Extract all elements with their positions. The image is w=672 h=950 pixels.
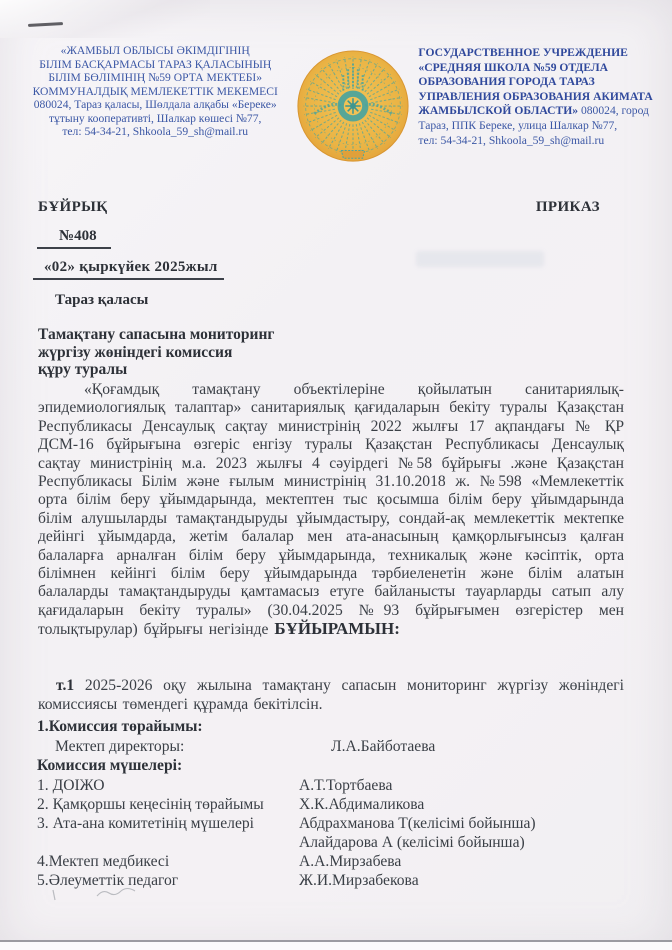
member-role: 1. ДОІЖО bbox=[37, 777, 105, 794]
commission-members-heading: Комиссия мүшелері: bbox=[37, 757, 183, 774]
org-header bbox=[18, 44, 660, 168]
scan-edge-strip bbox=[0, 942, 672, 950]
member-name: Алайдарова А (келісімі бойынша) bbox=[299, 834, 525, 851]
commission-chair-heading: 1.Комиссия төрайымы: bbox=[37, 718, 203, 735]
point-number: т.1 bbox=[56, 677, 75, 694]
member-name: А.А.Мирзабева bbox=[299, 853, 402, 870]
member-role bbox=[37, 834, 299, 853]
decree-word: БҰЙЫРАМЫН: bbox=[274, 619, 400, 639]
member-name: Х.К.Абдималикова bbox=[299, 796, 425, 813]
member-role: 4.Мектеп медбикесі bbox=[37, 853, 170, 870]
org-right-line: ОБРАЗОВАНИЯ ГОРОДА ТАРАЗ bbox=[418, 75, 595, 89]
member-role: 2. Қамқоршы кеңесінің төрайымы bbox=[37, 796, 264, 813]
member-row bbox=[37, 853, 627, 872]
org-right-line: УПРАВЛЕНИЯ ОБРАЗОВАНИЯ АКИМАТА bbox=[418, 89, 653, 103]
commission-members-list bbox=[37, 777, 627, 891]
member-name: Абдрахманова Т(келісімі бойынша) bbox=[299, 815, 536, 832]
org-right-line: тел: 54-34-21, Shkoola_59_sh@mail.ru bbox=[418, 133, 605, 147]
chair-name: Л.А.Байботаева bbox=[331, 738, 436, 755]
order-subject bbox=[38, 326, 274, 379]
org-name-russian bbox=[418, 46, 660, 148]
org-left-line: тұтыну кооперативті, Шалкар көшесі №77, bbox=[48, 111, 262, 125]
org-name-kazakh bbox=[18, 44, 292, 139]
order-point-1: т.1 2025-2026 оқу жылына тамақтану сапасын мониторинг жүргізу жөніндегі комиссиясы төмендегі құрамда бекітілсін. bbox=[38, 677, 624, 713]
org-left-line: тел: 54-34-21, Shkoola_59_sh@mail.ru bbox=[62, 125, 249, 138]
org-right-line: ГОСУДАРСТВЕННОЕ УЧРЕЖДЕНИЕ bbox=[418, 46, 628, 59]
order-number: №408 bbox=[37, 228, 111, 249]
chair-role: Мектеп директоры: bbox=[55, 738, 185, 755]
order-date: «02» қыркүйек 2025жыл bbox=[33, 259, 224, 280]
subject-line: жүргізу жөніндегі комиссия bbox=[38, 343, 233, 361]
commission-section bbox=[37, 718, 627, 891]
ink-bleed-smudge bbox=[416, 251, 544, 267]
commission-chair-row bbox=[37, 738, 627, 757]
member-role: 5.Әлеуметтік педагог bbox=[37, 872, 179, 889]
org-right-line: Тараз, ППК Береке, улица Шалкар №77, bbox=[418, 118, 618, 132]
subject-line: Тамақтану сапасына мониторинг bbox=[38, 326, 275, 343]
member-row bbox=[37, 815, 627, 834]
order-city: Тараз қаласы bbox=[55, 292, 149, 308]
org-right-line: ЖАМБЫЛСКОЙ ОБЛАСТИ» 080024, город bbox=[418, 104, 649, 118]
org-left-line: 080024, Тараз қаласы, Шөлдала алқабы «Береке» bbox=[33, 98, 277, 111]
pencil-scribble bbox=[45, 886, 155, 906]
order-label-kazakh: БҰЙРЫҚ bbox=[38, 199, 108, 215]
member-row bbox=[37, 834, 627, 853]
org-left-line: БІЛІМ БӨЛІМІНІҢ №59 ОРТА МЕКТЕБІ» bbox=[48, 71, 263, 84]
order-preamble-paragraph: «Қоғамдық тамақтану объектілеріне қойылатын санитариялық-эпидемиологиялық талаптар» санитариялық қағидаларын бекіту туралы Қазақстан Республикасы Денсаулық сақтау министрінің 2022 жылғы 17 ақпандағы № ҚР ДСМ-16 бұйрығына өзгеріс енгізу туралы Қазақстан Республикасы Денсаулық сақтау министрінің м.а. 2023 жылғы 4 сәуірдегі №58 бұйрығы .және Қазақстан Республикасы Білім және ғылым министрінің 31.10.2018 ж. №598 «Мемлекеттік орта білім беру ұйымдарында, мектептен тыс қосымша білім беру ұйымдарында білім алушыларды тамақтандыруды ұйымдастыру, сондай-ақ мемлекеттік мектепке дейінгі ұйымдарда, жетім балалар мен ата-анасының қамқорлығынсыз қалған балаларға арналған білім беру ұйымдарында, техникалық және кәсіптік, орта білімнен кейінгі білім беру ұйымдарында тәрбиеленетін және білім алатын балаларды тамақтандыруды қамтамасыз етуге байланысты тауарларды сатып алу қағидаларын бекіту туралы» (30.04.2025 №93 бұйрығымен өзгерістер мен толықтырулар) бұйрығы негізінде БҰЙЫРАМЫН: bbox=[38, 381, 624, 639]
subject-line: құру туралы bbox=[38, 361, 128, 379]
member-role: 3. Ата-ана комитетінің мүшелері bbox=[37, 815, 255, 832]
org-left-line: «ЖАМБЫЛ ОБЛЫСЫ ӘКІМДІГІНІҢ bbox=[60, 44, 250, 57]
org-left-line: БІЛІМ БАСҚАРМАСЫ ТАРАЗ ҚАЛАСЫНЫҢ bbox=[39, 57, 272, 71]
kazakhstan-coat-of-arms-icon bbox=[294, 46, 412, 168]
order-label-russian: ПРИКАЗ bbox=[535, 199, 600, 215]
member-name: Ж.И.Мирзабекова bbox=[299, 872, 419, 889]
member-name: А.Т.Тортбаева bbox=[299, 777, 393, 794]
member-row bbox=[37, 796, 627, 815]
paper-fold-shadow bbox=[0, 0, 210, 38]
order-caption-row bbox=[38, 199, 600, 216]
org-right-line: «СРЕДНЯЯ ШКОЛА №59 ОТДЕЛА bbox=[418, 60, 608, 74]
member-row bbox=[37, 777, 627, 796]
org-left-line: КОММУНАЛДЫҚ МЕМЛЕКЕТТІК МЕКЕМЕСІ bbox=[32, 84, 278, 98]
